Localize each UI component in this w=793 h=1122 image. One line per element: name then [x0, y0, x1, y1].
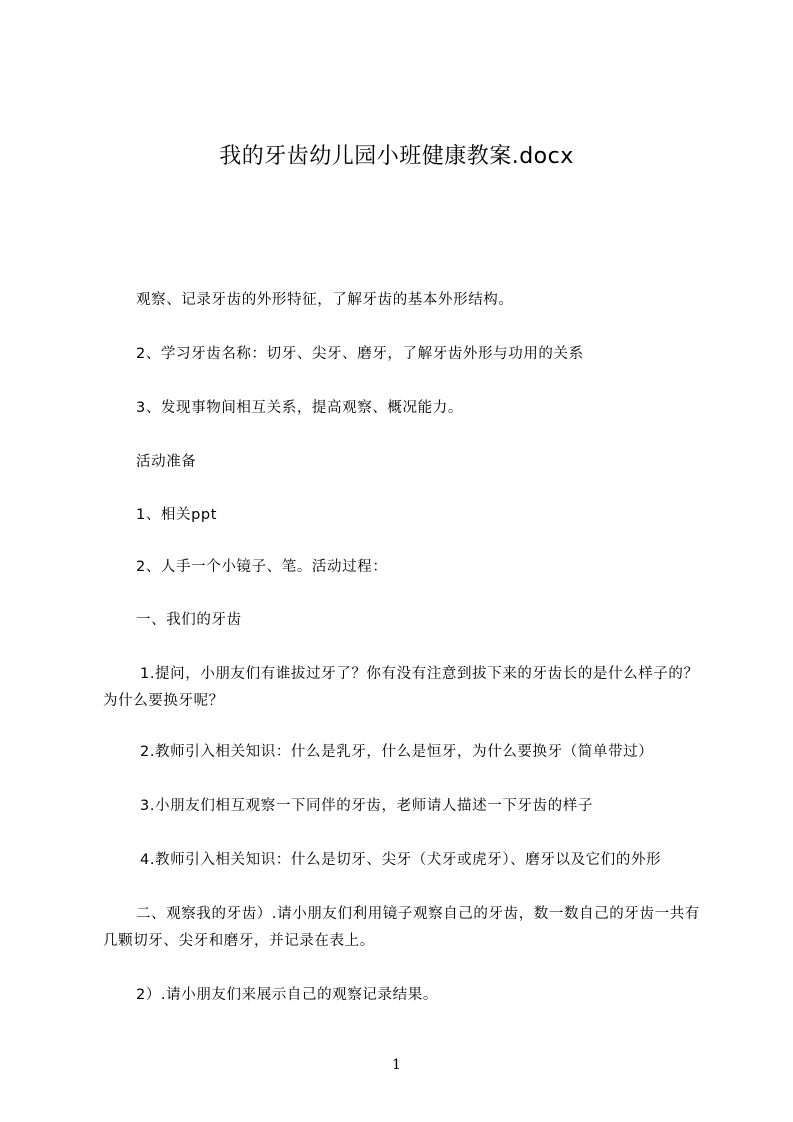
paragraph-objective-2: 2、学习牙齿名称：切牙、尖牙、磨牙，了解牙齿外形与功用的关系	[136, 346, 584, 362]
paragraph-objective-3: 3、发现事物间相互关系，提高观察、概况能力。	[136, 400, 463, 416]
paragraph-step-3: 3.小朋友们相互观察一下同伴的牙齿，老师请人描述一下牙齿的样子	[140, 798, 593, 814]
section-heading-our-teeth: 一、我们的牙齿	[136, 612, 242, 628]
paragraph-step-4: 4.教师引入相关知识：什么是切牙、尖牙（犬牙或虎牙）、磨牙以及它们的外形	[140, 852, 662, 868]
paragraph-objective-1: 观察、记录牙齿的外形特征，了解牙齿的基本外形结构。	[136, 292, 514, 308]
paragraph-observe-my-teeth: 二、观察我的牙齿）.请小朋友们利用镜子观察自己的牙齿，数一数自己的牙齿一共有几颗切牙、尖牙和磨牙，并记录在表上。	[103, 906, 700, 949]
document-title: 我的牙齿幼儿园小班健康教案.docx	[219, 144, 574, 169]
paragraph-step-2: 2.教师引入相关知识：什么是乳牙，什么是恒牙，为什么要换牙（简单带过）	[140, 744, 654, 760]
section-heading-preparation: 活动准备	[136, 454, 197, 470]
paragraph-preparation-2: 2、人手一个小镜子、笔。活动过程：	[136, 559, 388, 575]
page-number: 1	[392, 1057, 401, 1073]
paragraph-step-1: 1.提问，小朋友们有谁拔过牙了？你有没有注意到拔下来的牙齿长的是什么样子的？为什么要换牙呢？	[103, 666, 699, 709]
paragraph-preparation-1: 1、相关ppt	[136, 507, 218, 523]
paragraph-show-results: 2）.请小朋友们来展示自己的观察记录结果。	[136, 987, 438, 1003]
